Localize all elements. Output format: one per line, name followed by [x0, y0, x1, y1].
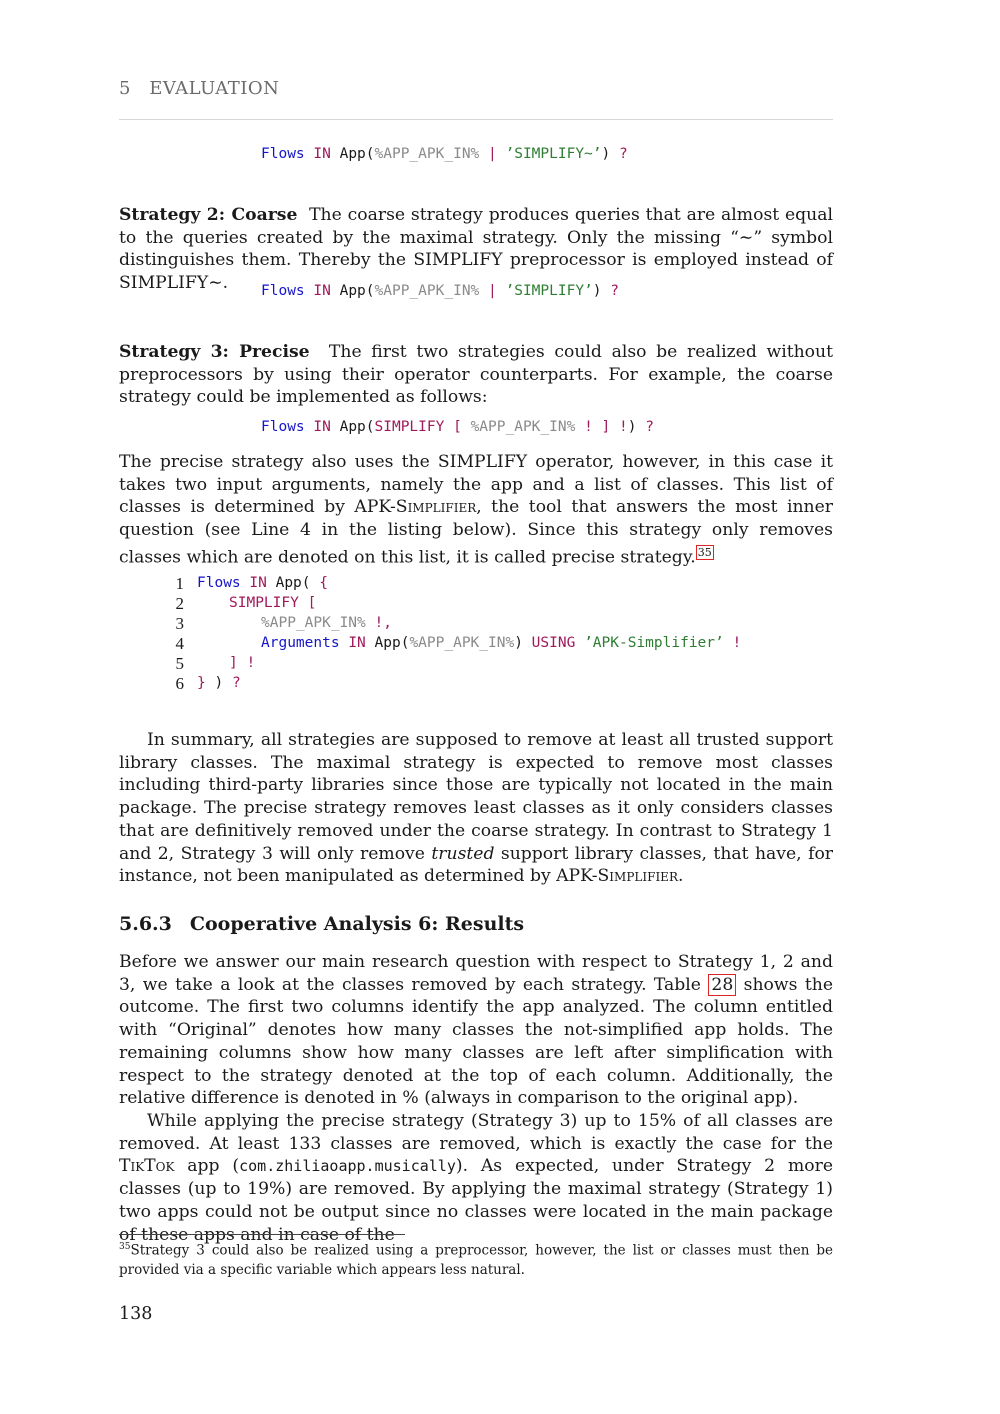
code-variable: %APP_APK_IN% — [374, 146, 480, 162]
line-number: 2 — [175, 594, 184, 613]
code-brace: } — [197, 675, 206, 691]
strategy3-text: The first two strategies could also be realized without preprocessors by using their operator counterparts. For example, the coarse strategy could be implemented as follows: — [119, 342, 833, 408]
listing-line-4 — [261, 635, 741, 651]
app-name: TikTok — [119, 1156, 175, 1177]
page-number: 138 — [119, 1304, 153, 1324]
summary-paragraph — [119, 729, 833, 888]
listing-line-3 — [261, 615, 392, 631]
line-number: 6 — [175, 674, 184, 693]
emphasis: trusted — [431, 843, 495, 864]
header-section-number: 5 — [119, 78, 131, 99]
section-heading — [119, 913, 524, 935]
code-close: ) — [592, 283, 602, 299]
listing-line-2 — [229, 595, 316, 611]
strategy2-text: The coarse strategy produces queries that are almost equal to the queries created by the maximal strategy. Only the missing “∼” symbol distinguishes them. Thereby the SIMPLIFY preprocessor is employed instead of SIMPLIFY∼. — [119, 205, 833, 294]
footnote-link[interactable]: 35 — [697, 545, 712, 559]
paragraph-text: The precise strategy also uses the SIMPLIFY operator, however, in this case it takes two input arguments, namely the app and a list of classes. This list of classes is determined by APK- — [119, 452, 833, 518]
line-number: 5 — [175, 654, 184, 673]
paragraph-text: In summary, all strategies are supposed to remove at least all trusted support library classes. The maximal strategy is expected to remove most classes including third-party libraries since those are typically not located in the main package. The precise strategy removes least classes as it only considers classes that are definitively removed under the coarse strategy. In contrast to Strategy 1 and 2, Strategy 3 will only remove — [119, 730, 833, 864]
line-number: 4 — [175, 634, 184, 653]
code-question: ? — [618, 146, 628, 162]
code-pipe: | — [488, 146, 497, 162]
code-keyword: Flows — [261, 419, 305, 435]
code-strategy3-query — [261, 419, 654, 435]
results-paragraph-2 — [119, 1110, 833, 1246]
line-number: 3 — [175, 614, 184, 633]
paragraph-text: ). As expected, under Strategy 2 more classes (up to 19%) are removed. By applying the maximal strategy (Strategy 1) two apps could not be output since no classes were located in the main package of these apps and in case of the — [119, 1156, 834, 1245]
code-bracket: ] — [601, 419, 611, 435]
section-title: Cooperative Analysis 6: Results — [189, 913, 525, 935]
code-app: App( — [339, 146, 375, 162]
code-string: ’SIMPLIFY’ — [505, 283, 593, 299]
strategy2-heading: Strategy 2: Coarse — [119, 205, 298, 225]
code-app: App( — [339, 283, 375, 299]
code-operator: IN — [348, 635, 366, 651]
code-string: ’SIMPLIFY~’ — [505, 146, 602, 162]
code-close: ) — [214, 675, 224, 691]
code-app: App( — [374, 635, 410, 651]
code-operator: IN — [249, 575, 267, 591]
code-operator: IN — [313, 146, 331, 162]
running-header — [119, 78, 279, 99]
precise-strategy-paragraph — [119, 451, 833, 569]
code-strategy2-query — [261, 283, 619, 299]
footnote-rule — [119, 1234, 405, 1235]
code-question: ? — [610, 283, 619, 299]
code-operator: IN — [313, 419, 331, 435]
tool-name: Simplifier — [597, 866, 678, 887]
code-app: App( — [339, 419, 375, 435]
footnote-text: Strategy 3 could also be realized using a preprocessor, however, the list or classes must then be provided via a specific variable which appears less natural. — [119, 1242, 833, 1278]
tool-name: Simplifier — [395, 497, 477, 518]
code-brace: { — [319, 575, 328, 591]
code-question: ? — [231, 675, 241, 691]
code-keyword: Flows — [261, 146, 305, 162]
strategy2-paragraph — [119, 204, 833, 295]
code-bang: ! — [732, 635, 742, 651]
listing-line-1 — [197, 575, 328, 591]
code-variable: %APP_APK_IN% — [409, 635, 515, 651]
line-number: 1 — [175, 574, 184, 593]
code-bang: ! — [619, 419, 628, 435]
header-rule — [119, 119, 833, 120]
code-app: App( — [275, 575, 311, 591]
code-bang: ! — [584, 419, 593, 435]
code-pipe: | — [488, 283, 497, 299]
code-simplify: SIMPLIFY [ — [229, 595, 317, 611]
paragraph-text: support library classes, that have, for instance, not been manipulated as determined by APK- — [119, 843, 834, 887]
header-section-title: EVALUATION — [149, 78, 280, 99]
paragraph-text: Before we answer our main research question with respect to Strategy 1, 2 and 3, we take a look at the classes removed by each strategy. Table — [119, 952, 833, 995]
package-name: com.zhiliaoapp.musically — [239, 1157, 456, 1176]
code-keyword: Flows — [261, 283, 305, 299]
listing-line-6 — [197, 675, 241, 691]
footnote — [119, 1238, 833, 1280]
paragraph-text: . — [677, 866, 684, 887]
paragraph-text: , the tool that answers the most inner question (see Line 4 in the listing below). Since this strategy only removes classes which are denoted on this list, it is called precise strategy. — [119, 497, 833, 568]
code-using: USING — [531, 635, 576, 651]
code-operator: !, — [374, 615, 392, 631]
strategy3-heading: Strategy 3: Precise — [119, 342, 310, 362]
code-close: ) — [514, 635, 523, 651]
table-reference-link[interactable]: 28 — [708, 974, 736, 996]
paragraph-text: app ( — [174, 1156, 240, 1177]
code-close: ) — [627, 419, 637, 435]
paragraph-text: shows the outcome. The first two columns identify the app analyzed. The column entitled with “Original” denotes how many classes the not-simplified app holds. The remaining columns show how many classes are left after simplification with respect to the strategy denoted at the top of each column. Additionally, the relative difference is denoted in % (always in comparison to the original app). — [119, 974, 833, 1109]
code-variable: %APP_APK_IN% — [470, 419, 576, 435]
code-variable: %APP_APK_IN% — [261, 615, 366, 631]
code-question: ? — [645, 419, 654, 435]
code-simplify: SIMPLIFY [ — [374, 419, 462, 435]
listing-line-5 — [229, 655, 255, 671]
code-operator: ] ! — [229, 655, 256, 671]
code-operator: IN — [313, 283, 331, 299]
strategy3-paragraph — [119, 341, 833, 409]
results-paragraph-1 — [119, 951, 833, 1110]
code-keyword: Arguments — [261, 635, 340, 651]
code-string: ’APK-Simplifier’ — [584, 635, 724, 651]
section-number: 5.6.3 — [119, 913, 172, 935]
code-keyword: Flows — [197, 575, 241, 591]
code-close: ) — [601, 146, 611, 162]
code-variable: %APP_APK_IN% — [374, 283, 480, 299]
paragraph-text: While applying the precise strategy (Strategy 3) up to 15% of all classes are removed. At least 133 classes are removed, which is exactly the case for the — [119, 1111, 833, 1154]
footnote-mark: 35 — [119, 1242, 131, 1252]
code-strategy1-query — [261, 146, 628, 162]
